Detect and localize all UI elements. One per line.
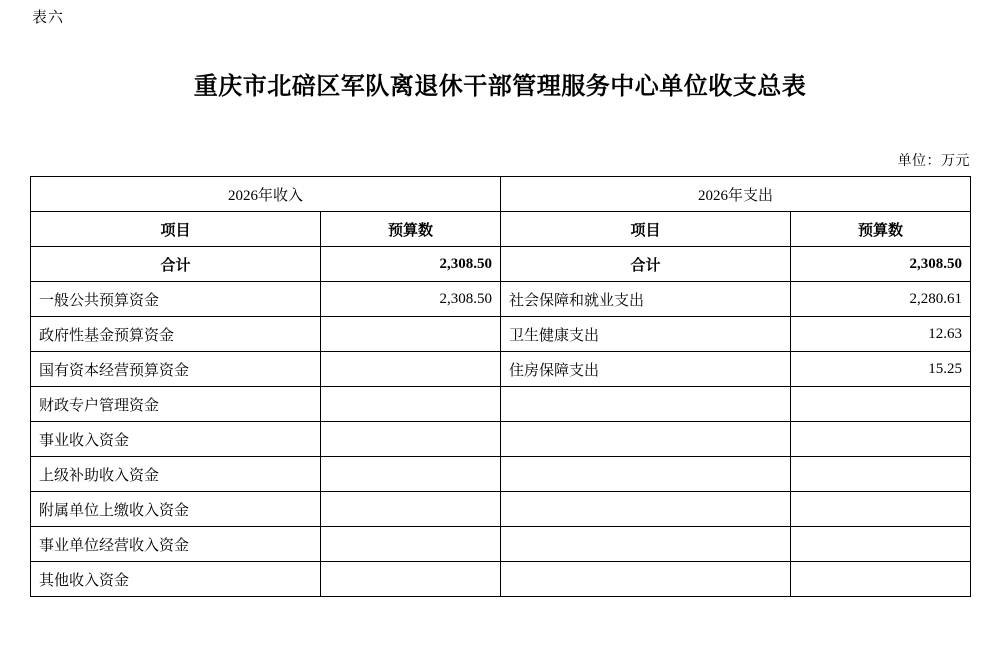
- sheet-label: 表六: [32, 10, 65, 26]
- total-row: [31, 247, 971, 282]
- expense-value: [791, 422, 971, 457]
- income-value: [321, 317, 501, 352]
- income-item: 上级补助收入资金: [31, 457, 321, 492]
- expense-value: [791, 457, 971, 492]
- income-item: 其他收入资金: [31, 562, 321, 597]
- expense-value: [791, 387, 971, 422]
- income-value: [321, 352, 501, 387]
- income-item: 事业单位经营收入资金: [31, 527, 321, 562]
- column-header-income-budget: 预算数: [321, 212, 501, 247]
- income-value: [321, 492, 501, 527]
- expense-value: 15.25: [791, 352, 971, 387]
- expense-item: [501, 387, 791, 422]
- income-item: 政府性基金预算资金: [31, 317, 321, 352]
- income-item: 财政专户管理资金: [31, 387, 321, 422]
- income-item: 附属单位上缴收入资金: [31, 492, 321, 527]
- total-income-value: 2,308.50: [321, 247, 501, 282]
- expense-item: [501, 422, 791, 457]
- table-row: [31, 282, 971, 317]
- column-header-expense-budget: 预算数: [791, 212, 971, 247]
- budget-summary-table: [30, 176, 971, 597]
- expense-value: [791, 562, 971, 597]
- expense-item: 卫生健康支出: [501, 317, 791, 352]
- total-expense-label: 合计: [501, 247, 791, 282]
- income-value: [321, 457, 501, 492]
- column-header-row: [31, 212, 971, 247]
- income-item: 事业收入资金: [31, 422, 321, 457]
- expense-item: 社会保障和就业支出: [501, 282, 791, 317]
- expense-item: [501, 527, 791, 562]
- unit-note: 单位：万元: [897, 154, 970, 169]
- expense-item: [501, 492, 791, 527]
- income-value: [321, 422, 501, 457]
- page-title: 重庆市北碚区军队离退休干部管理服务中心单位收支总表: [193, 74, 807, 100]
- table-row: [31, 317, 971, 352]
- income-value: [321, 387, 501, 422]
- group-header-income: 2026年收入: [31, 177, 501, 212]
- expense-item: 住房保障支出: [501, 352, 791, 387]
- total-expense-value: 2,308.50: [791, 247, 971, 282]
- income-value: [321, 527, 501, 562]
- income-item: 一般公共预算资金: [31, 282, 321, 317]
- table-row: [31, 457, 971, 492]
- table-row: [31, 387, 971, 422]
- group-header-row: [31, 177, 971, 212]
- expense-value: 2,280.61: [791, 282, 971, 317]
- table-row: [31, 527, 971, 562]
- income-item: 国有资本经营预算资金: [31, 352, 321, 387]
- expense-item: [501, 457, 791, 492]
- table-row: [31, 492, 971, 527]
- income-value: [321, 562, 501, 597]
- expense-item: [501, 562, 791, 597]
- table-row: [31, 352, 971, 387]
- column-header-expense-item: 项目: [501, 212, 791, 247]
- expense-value: 12.63: [791, 317, 971, 352]
- expense-value: [791, 492, 971, 527]
- table-row: [31, 422, 971, 457]
- expense-value: [791, 527, 971, 562]
- table-row: [31, 562, 971, 597]
- total-income-label: 合计: [31, 247, 321, 282]
- group-header-expense: 2026年支出: [501, 177, 971, 212]
- table-body: [31, 177, 971, 597]
- column-header-income-item: 项目: [31, 212, 321, 247]
- income-value: 2,308.50: [321, 282, 501, 317]
